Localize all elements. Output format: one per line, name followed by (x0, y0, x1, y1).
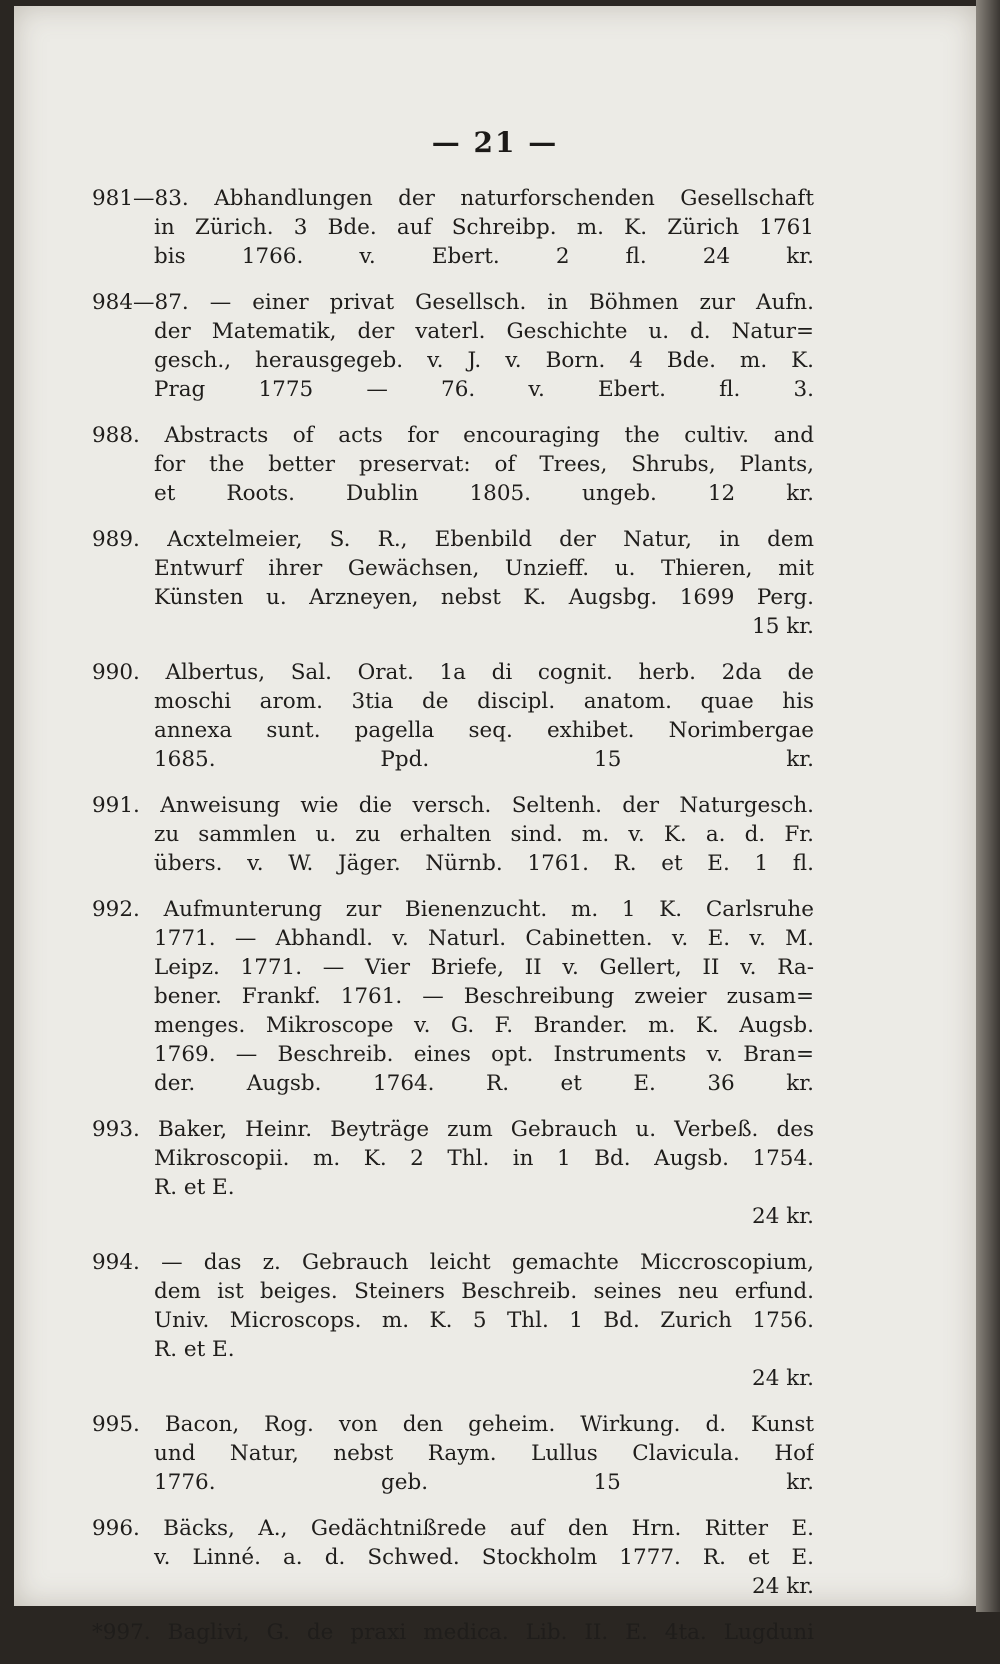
entry-line: Leipz. 1771. — Vier Briefe, II v. Gellert, II v. Ra- (154, 955, 814, 980)
catalogue-entry (92, 288, 814, 404)
entry-line: et Roots. Dublin 1805. ungeb. 12 kr. (154, 481, 814, 506)
catalogue-entry (92, 1410, 814, 1497)
entry-line: R. et E. (154, 1337, 235, 1362)
entry-line: 1776. geb. 15 kr. (154, 1470, 814, 1495)
catalogue-entry (92, 1248, 814, 1393)
catalogue-entries (92, 184, 814, 1664)
entry-line: 996. Bäcks, A., Gedächtnißrede auf den Hrn. Ritter E. (92, 1516, 814, 1541)
entry-line: annexa sunt. pagella seq. exhibet. Norimbergae (154, 718, 814, 743)
entry-line: 984—87. — einer privat Gesellsch. in Böhmen zur Aufn. (92, 290, 814, 315)
catalogue-entry (92, 184, 814, 271)
entry-line: *997. Baglivi, G. de praxi medica. Lib. II. E. 4ta. Lugduni (92, 1620, 814, 1645)
entry-line: for the better preservat: of Trees, Shrubs, Plants, (154, 452, 814, 477)
entry-line: 1771. — Abhandl. v. Naturl. Cabinetten. v. E. v. M. (154, 926, 814, 951)
entry-line: 993. Baker, Heinr. Beyträge zum Gebrauch u. Verbeß. des (92, 1117, 814, 1142)
entry-line: moschi arom. 3tia de discipl. anatom. quae his (154, 689, 814, 714)
entry-line: Univ. Microscops. m. K. 5 Thl. 1 Bd. Zurich 1756. (154, 1308, 814, 1333)
entry-line: 989. Acxtelmeier, S. R., Ebenbild der Natur, in dem (92, 527, 814, 552)
entry-line: übers. v. W. Jäger. Nürnb. 1761. R. et E. 1 fl. (154, 851, 814, 876)
entry-line: der. Augsb. 1764. R. et E. 36 kr. (154, 1071, 814, 1096)
entry-line: 988. Abstracts of acts for encouraging the cultiv. and (92, 423, 814, 448)
entry-line: 992. Aufmunterung zur Bienenzucht. m. 1 K. Carlsruhe (92, 897, 814, 922)
entry-line: 991. Anweisung wie die versch. Seltenh. der Naturgesch. (92, 793, 814, 818)
entry-line: Mikroscopii. m. K. 2 Thl. in 1 Bd. Augsb. 1754. (154, 1146, 814, 1171)
entry-line: R. et E. (154, 1175, 235, 1200)
entry-line: Künsten u. Arzneyen, nebst K. Augsbg. 1699 Perg. (154, 585, 814, 610)
catalogue-entry (92, 421, 814, 508)
entry-line: Prag 1775 — 76. v. Ebert. fl. 3. (154, 377, 814, 402)
entry-line: bis 1766. v. Ebert. 2 fl. 24 kr. (154, 244, 814, 269)
entry-line: gesch., herausgegeb. v. J. v. Born. 4 Bde. m. K. (154, 348, 814, 373)
entry-line: bener. Frankf. 1761. — Beschreibung zweier zusam= (154, 984, 814, 1009)
entry-line: 995. Bacon, Rog. von den geheim. Wirkung. d. Kunst (92, 1412, 814, 1437)
entry-line: Entwurf ihrer Gewächsen, Unzieff. u. Thieren, mit (154, 556, 814, 581)
catalogue-entry (92, 658, 814, 774)
entry-line: 15 kr. (752, 614, 814, 639)
catalogue-entry (92, 1514, 814, 1601)
entry-line: 1769. — Beschreib. eines opt. Instruments v. Bran= (154, 1042, 814, 1067)
catalogue-entry (92, 895, 814, 1098)
entry-line: der Matematik, der vaterl. Geschichte u. d. Natur= (154, 319, 814, 344)
entry-line: 981—83. Abhandlungen der naturforschenden Gesellschaft (92, 186, 814, 211)
entry-line: zu sammlen u. zu erhalten sind. m. v. K. a. d. Fr. (154, 822, 814, 847)
entry-line: 990. Albertus, Sal. Orat. 1a di cognit. herb. 2da de (92, 660, 814, 685)
page-edge (976, 0, 1000, 1612)
entry-line: 24 kr. (752, 1204, 814, 1229)
entry-line: 24 kr. (752, 1366, 814, 1391)
entry-line: v. Linné. a. d. Schwed. Stockholm 1777. R. et E. (154, 1545, 814, 1570)
catalogue-entry (92, 791, 814, 878)
entry-line: menges. Mikroscope v. G. F. Brander. m. K. Augsb. (154, 1013, 814, 1038)
entry-line: und Natur, nebst Raym. Lullus Clavicula. Hof (154, 1441, 814, 1466)
entry-line: 1685. Ppd. 15 kr. (154, 747, 814, 772)
entry-line: 24 kr. (752, 1574, 814, 1599)
book-page (14, 6, 976, 1645)
page-number-header: — 21 — (431, 126, 559, 159)
catalogue-entry (92, 525, 814, 641)
catalogue-entry (92, 1115, 814, 1231)
entry-line: in Zürich. 3 Bde. auf Schreibp. m. K. Zürich 1761 (154, 215, 814, 240)
entry-line: dem ist beiges. Steiners Beschreib. seines neu erfund. (154, 1279, 814, 1304)
catalogue-entry (92, 1618, 814, 1647)
entry-line: 994. — das z. Gebrauch leicht gemachte Miccroscopium, (92, 1250, 814, 1275)
